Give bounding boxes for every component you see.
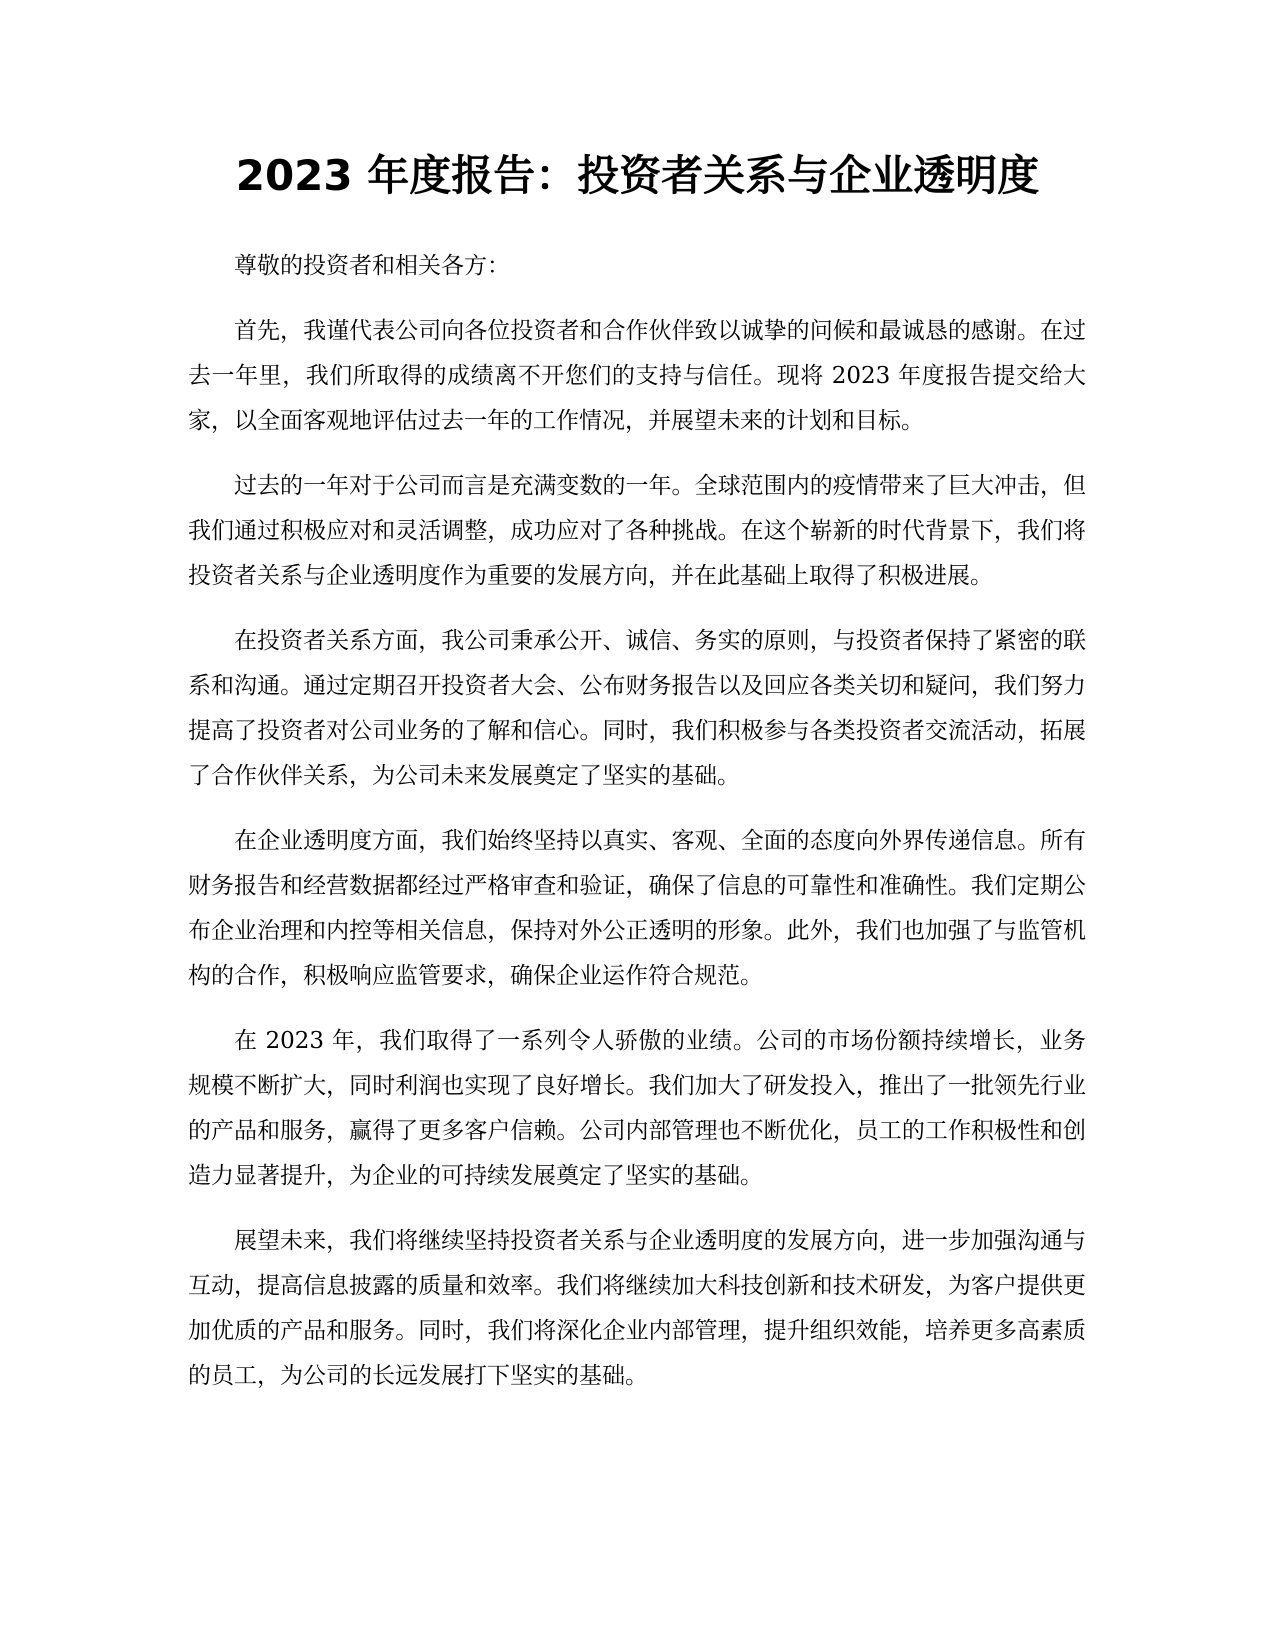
salutation-paragraph: 尊敬的投资者和相关各方： [234, 253, 510, 279]
body-paragraph: 在企业透明度方面，我们始终坚持以真实、客观、全面的态度向外界传递信息。所有财务报告和经营数据都经过严格审查和验证，确保了信息的可靠性和准确性。我们定期公布企业治理和内控等相关信息，保持对外公正透明的形象。此外，我们也加强了与监管机构的合作，积极响应监管要求，确保企业运作符合规范。 [188, 828, 1086, 989]
body-paragraph: 过去的一年对于公司而言是充满变数的一年。全球范围内的疫情带来了巨大冲击，但我们通过积极应对和灵活调整，成功应对了各种挑战。在这个崭新的时代背景下，我们将投资者关系与企业透明度作为重要的发展方向，并在此基础上取得了积极进展。 [188, 473, 1086, 589]
body-paragraph: 首先，我谨代表公司向各位投资者和合作伙伴致以诚挚的问候和最诚恳的感谢。在过去一年里，我们所取得的成绩离不开您们的支持与信任。现将 2023 年度报告提交给大家，以全面客观地评估过去一年的工作情况，并展望未来的计划和目标。 [188, 318, 1086, 434]
body-paragraph: 展望未来，我们将继续坚持投资者关系与企业透明度的发展方向，进一步加强沟通与互动，提高信息披露的质量和效率。我们将继续加大科技创新和技术研发，为客户提供更加优质的产品和服务。同时，我们将深化企业内部管理，提升组织效能，培养更多高素质的员工，为公司的长远发展打下坚实的基础。 [188, 1228, 1086, 1389]
body-paragraph: 在投资者关系方面，我公司秉承公开、诚信、务实的原则，与投资者保持了紧密的联系和沟通。通过定期召开投资者大会、公布财务报告以及回应各类关切和疑问，我们努力提高了投资者对公司业务的了解和信心。同时，我们积极参与各类投资者交流活动，拓展了合作伙伴关系，为公司未来发展奠定了坚实的基础。 [188, 628, 1086, 789]
document-body [188, 244, 1086, 1419]
document-title: 2023 年度报告：投资者关系与企业透明度 [235, 151, 1040, 200]
body-paragraph: 在 2023 年，我们取得了一系列令人骄傲的业绩。公司的市场份额持续增长，业务规模不断扩大，同时利润也实现了良好增长。我们加大了研发投入，推出了一批领先行业的产品和服务，赢得了更多客户信赖。公司内部管理也不断优化，员工的工作积极性和创造力显著提升，为企业的可持续发展奠定了坚实的基础。 [188, 1028, 1086, 1189]
